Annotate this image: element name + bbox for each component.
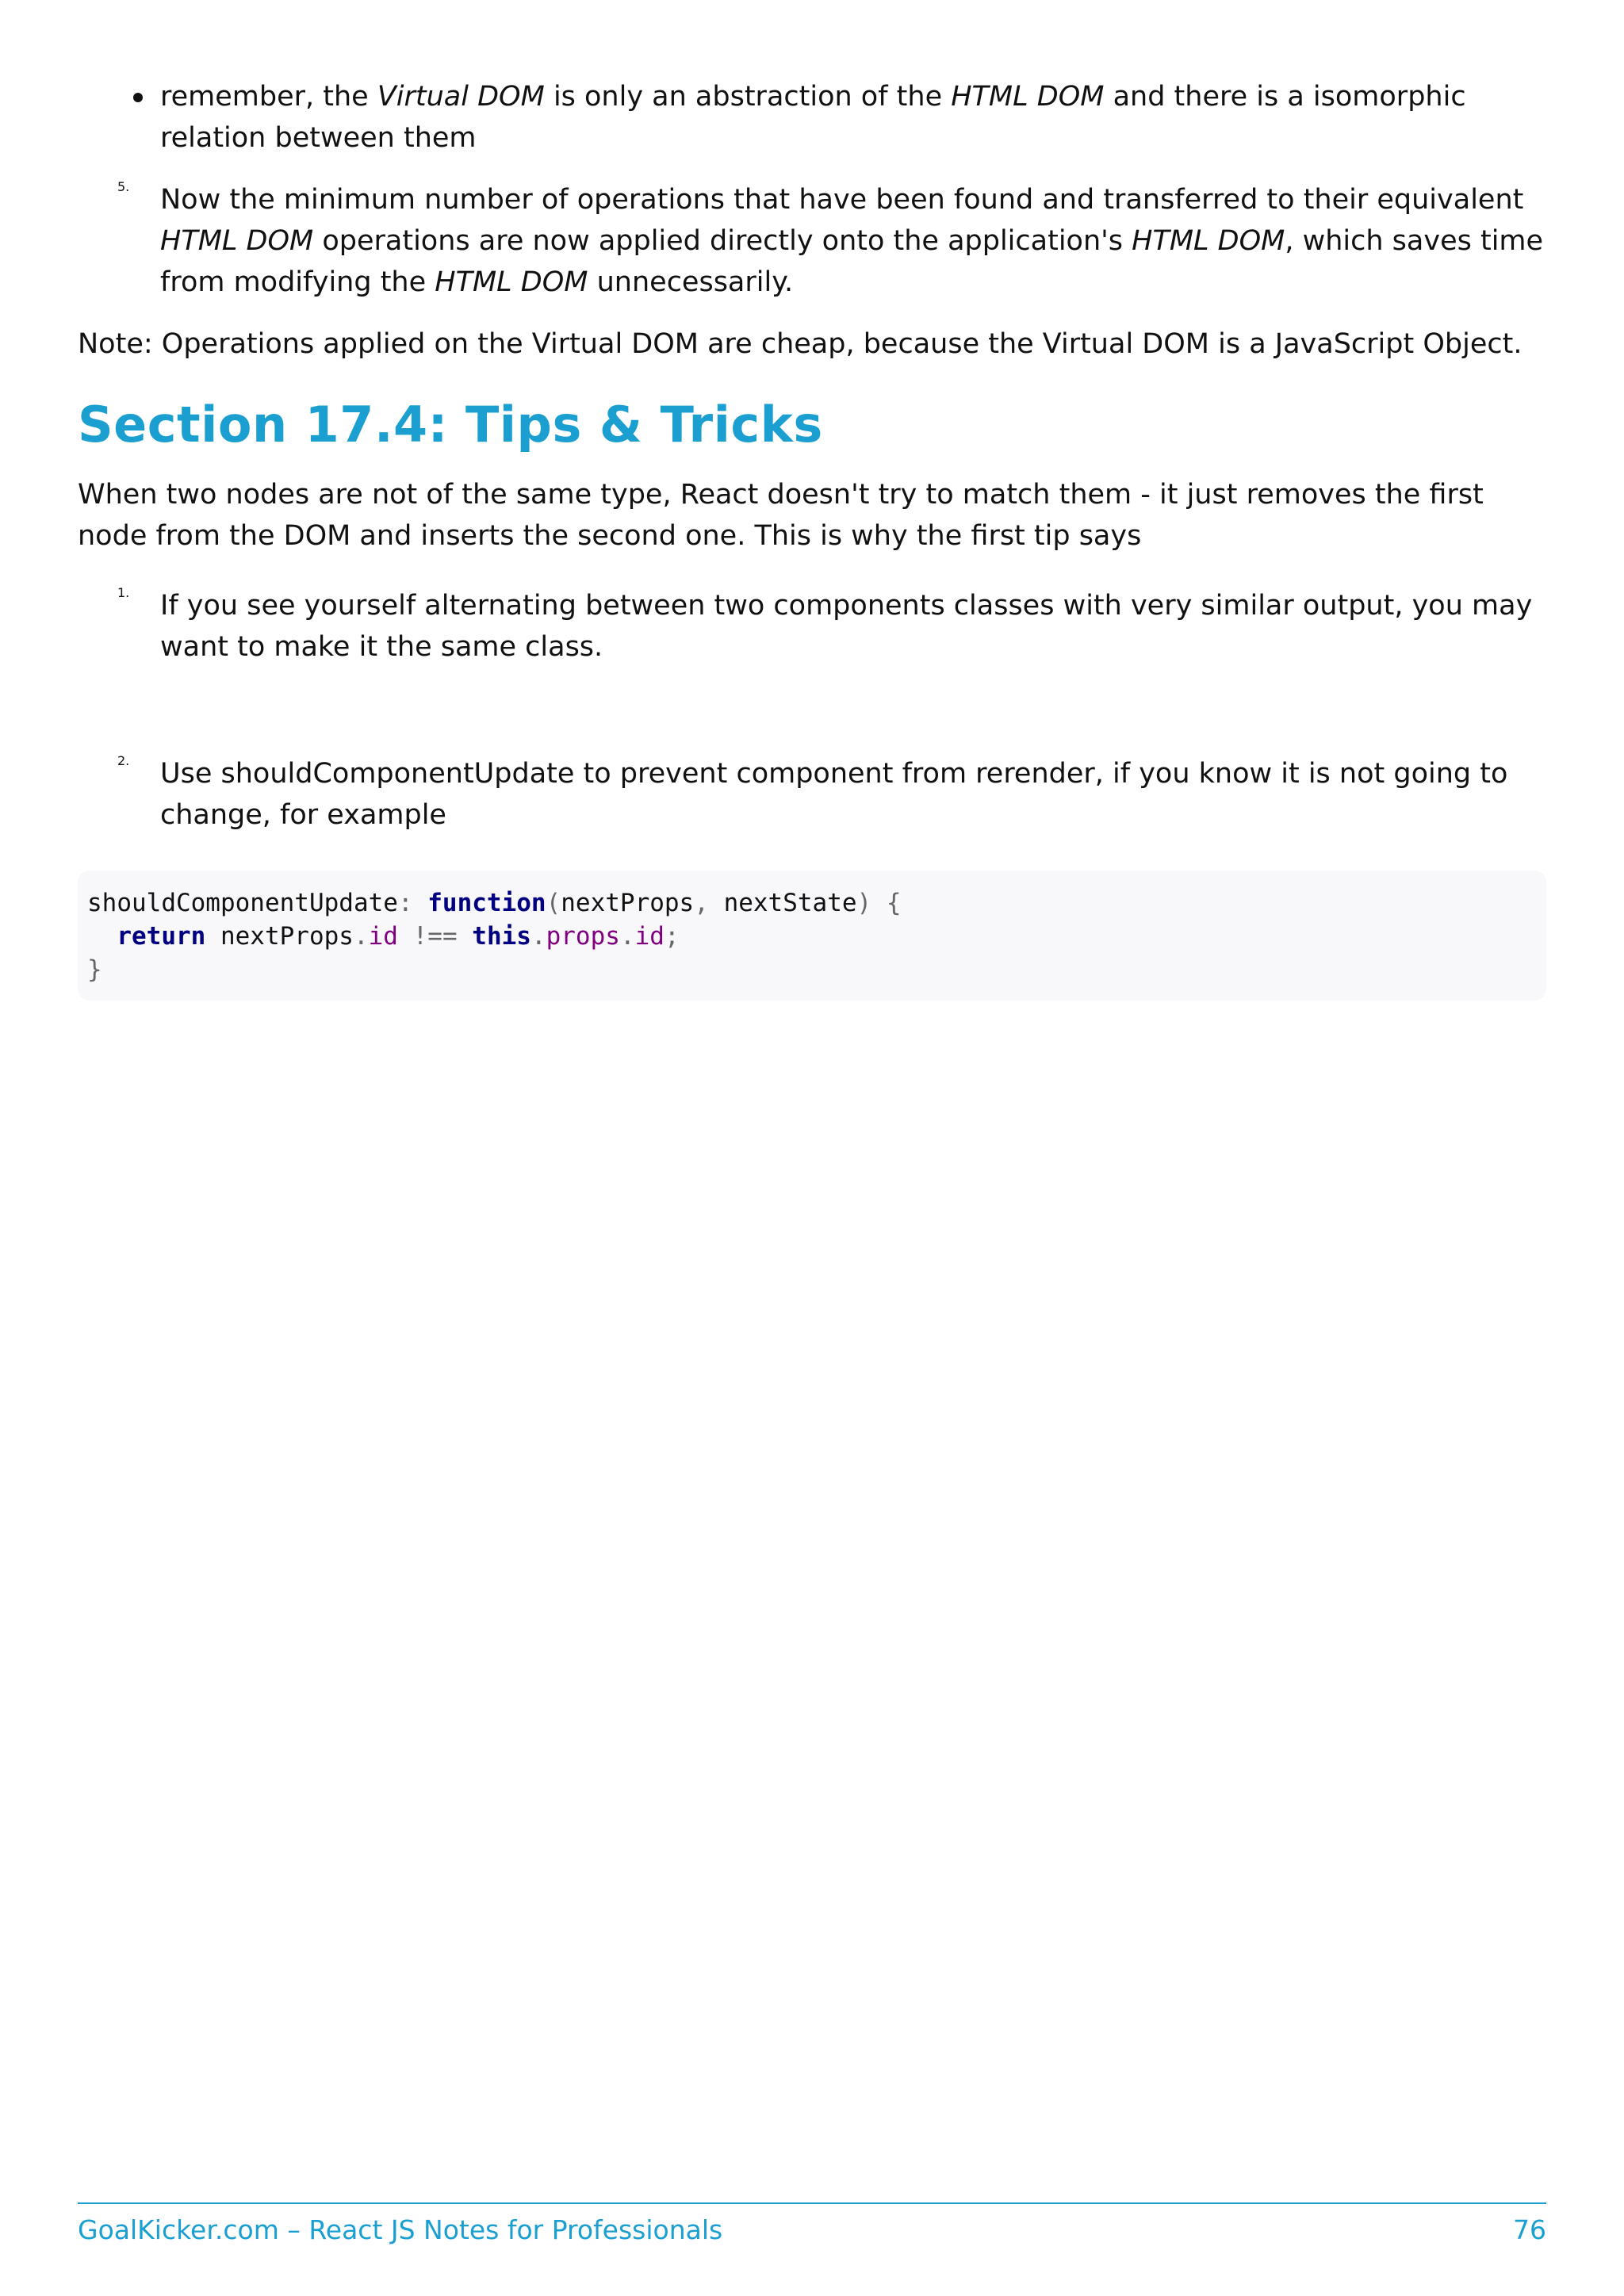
tip-2-marker: 2. [117, 753, 130, 768]
page-content [78, 76, 1546, 1001]
tip-2-text: Use shouldComponentUpdate to prevent component from rerender, if you know it is not going to change, for example [160, 758, 1508, 831]
section-title: Section 17.4: Tips & Tricks [78, 396, 823, 453]
code-line-1: shouldComponentUpdate: function(nextProps, nextState) { [87, 889, 902, 917]
bullet-text: remember, the Virtual DOM is only an abstraction of the HTML DOM and there is a isomorphic relation between them [160, 81, 1466, 154]
tip-1-marker: 1. [117, 585, 130, 600]
code-line-2: return nextProps.id !== this.props.id; [117, 922, 680, 951]
tip-1-text: If you see yourself alternating between two components classes with very similar output, you may want to make it the same class. [160, 590, 1533, 663]
step-5 [78, 179, 1546, 303]
tip-2 [78, 753, 1546, 836]
code-block [78, 871, 1546, 1001]
bullet-list [78, 76, 1546, 159]
bullet-dot-icon [133, 93, 143, 102]
bullet-item-virtual-dom [78, 76, 1546, 159]
footer-title: GoalKicker.com – React JS Notes for Professionals [78, 2214, 723, 2245]
footer-divider [78, 2202, 1546, 2204]
page-number: 76 [1513, 2214, 1546, 2245]
step-5-text: Now the minimum number of operations that have been found and transferred to their equivalent HTML DOM operations are now applied directly onto the application's HTML DOM, which saves time from modifying the HTML DOM unnecessarily. [160, 184, 1544, 298]
intro-paragraph: When two nodes are not of the same type, React doesn't try to match them - it just removes the first node from the DOM and inserts the second one. This is why the first tip says [78, 479, 1484, 552]
code-line-3: } [87, 955, 102, 984]
tip-1 [78, 585, 1546, 668]
step-5-marker: 5. [117, 179, 130, 194]
note-paragraph: Note: Operations applied on the Virtual DOM are cheap, because the Virtual DOM is a JavaScript Object. [78, 328, 1522, 360]
